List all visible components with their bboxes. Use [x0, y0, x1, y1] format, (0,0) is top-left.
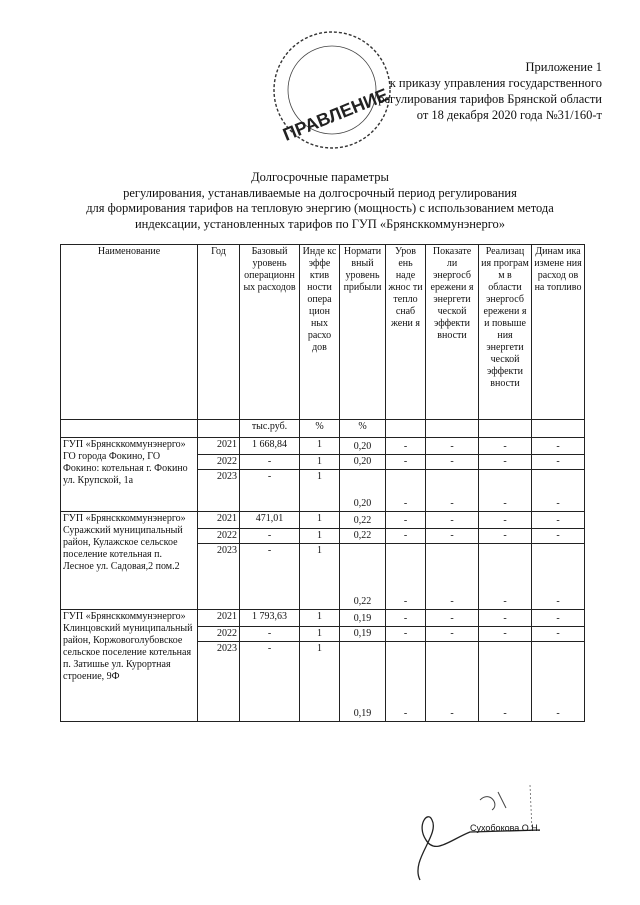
cell-programs: -: [479, 438, 532, 455]
cell-profit: 0,20: [340, 438, 386, 455]
cell-year: 2023: [198, 470, 240, 512]
cell-year: 2023: [198, 642, 240, 722]
cell-base: -: [240, 544, 300, 610]
col-header-reliability: Уров ень наде жнос ти тепло снаб жени я: [386, 245, 426, 420]
col-header-profit: Нормати вный уровень прибыли: [340, 245, 386, 420]
cell-dynamics: -: [532, 544, 585, 610]
org-name: ГУП «Брянсккоммунэнерго» ГО города Фокино, ГО Фокино: котельная г. Фокино ул. Крупской, 1а: [61, 438, 198, 512]
cell-dynamics: -: [532, 529, 585, 544]
seal-text: ПРАВЛЕНИЕ: [280, 84, 391, 145]
appendix-order-line: к приказу управления государственного: [389, 76, 602, 90]
cell-energy: -: [426, 470, 479, 512]
cell-programs: -: [479, 642, 532, 722]
cell-base: -: [240, 529, 300, 544]
col-header-index: Инде кс эффе ктив ности опера цион ных расхо дов: [300, 245, 340, 420]
cell-index: 1: [300, 529, 340, 544]
cell-base: -: [240, 470, 300, 512]
document-title: [0, 170, 640, 232]
cell-base: -: [240, 455, 300, 470]
cell-reliability: -: [386, 642, 426, 722]
cell-profit: 0,20: [340, 455, 386, 470]
cell-year: 2021: [198, 438, 240, 455]
cell-index: 1: [300, 512, 340, 529]
cell-energy: -: [426, 512, 479, 529]
cell-reliability: -: [386, 455, 426, 470]
title-line-2: регулирования, устанавливаемые на долгосрочный период регулирования: [123, 185, 517, 200]
cell-programs: -: [479, 610, 532, 627]
cell-reliability: -: [386, 470, 426, 512]
title-line-3: для формирования тарифов на тепловую энергию (мощность) с использованием метода: [86, 201, 554, 215]
cell-index: 1: [300, 610, 340, 627]
cell-dynamics: -: [532, 512, 585, 529]
org-name: ГУП «Брянсккоммунэнерго» Клинцовский муниципальный район, Коржовоголубовское сельское поселение котельная п. Затишье ул. Курортная строение, 9Ф: [61, 610, 198, 722]
units-row: [61, 420, 585, 438]
cell-base: -: [240, 627, 300, 642]
cell-energy: -: [426, 455, 479, 470]
cell-dynamics: -: [532, 642, 585, 722]
cell-base: -: [240, 642, 300, 722]
cell-programs: -: [479, 544, 532, 610]
cell-index: 1: [300, 470, 340, 512]
unit-index: %: [300, 420, 340, 438]
cell-programs: -: [479, 470, 532, 512]
cell-programs: -: [479, 627, 532, 642]
cell-index: 1: [300, 455, 340, 470]
cell-reliability: -: [386, 610, 426, 627]
appendix-header: [378, 59, 602, 123]
title-line-4: индексации, установленных тарифов по ГУП «Брянсккоммунэнерго»: [134, 216, 506, 231]
cell-index: 1: [300, 627, 340, 642]
header-row: [61, 245, 585, 420]
col-header-dynamics: Динам ика измене ния расход ов на топливо: [532, 245, 585, 420]
cell-base: 471,01: [240, 512, 300, 529]
cell-profit: 0,22: [340, 529, 386, 544]
cell-dynamics: -: [532, 438, 585, 455]
cell-energy: -: [426, 529, 479, 544]
cell-year: 2022: [198, 627, 240, 642]
cell-dynamics: -: [532, 610, 585, 627]
handwritten-signature: [380, 780, 580, 890]
cell-profit: 0,19: [340, 642, 386, 722]
col-header-base: Базовый уровень операционн ых расходов: [240, 245, 300, 420]
cell-index: 1: [300, 438, 340, 455]
cell-energy: -: [426, 544, 479, 610]
unit-profit: %: [340, 420, 386, 438]
cell-year: 2021: [198, 610, 240, 627]
appendix-date: от 18 декабря 2020 года №31/160-т: [416, 108, 602, 122]
appendix-number: Приложение 1: [525, 60, 602, 74]
cell-base: 1 668,84: [240, 438, 300, 455]
cell-programs: -: [479, 455, 532, 470]
cell-index: 1: [300, 544, 340, 610]
col-header-year: Год: [198, 245, 240, 420]
table-row: [61, 512, 585, 529]
cell-year: 2022: [198, 529, 240, 544]
unit-base: тыс.руб.: [240, 420, 300, 438]
cell-energy: -: [426, 642, 479, 722]
cell-dynamics: -: [532, 627, 585, 642]
cell-dynamics: -: [532, 470, 585, 512]
cell-profit: 0,20: [340, 470, 386, 512]
org-name: ГУП «Брянсккоммунэнерго» Суражский муниципальный район, Кулажское сельское поселение котельная п. Лесное ул. Садовая,2 пом.2: [61, 512, 198, 610]
cell-base: 1 793,63: [240, 610, 300, 627]
col-header-energy: Показате ли энергосб ережени я энергети ческой эффекти вности: [426, 245, 479, 420]
cell-reliability: -: [386, 544, 426, 610]
cell-programs: -: [479, 512, 532, 529]
col-header-programs: Реализац ия програм м в области энергосб ережени я и повыше ния энергети ческой эффекти вности: [479, 245, 532, 420]
table-row: [61, 610, 585, 627]
cell-reliability: -: [386, 627, 426, 642]
cell-reliability: -: [386, 512, 426, 529]
title-line-1: Долгосрочные параметры: [251, 170, 389, 184]
cell-year: 2021: [198, 512, 240, 529]
cell-reliability: -: [386, 529, 426, 544]
table-row: [61, 438, 585, 455]
cell-profit: 0,19: [340, 627, 386, 642]
cell-reliability: -: [386, 438, 426, 455]
cell-energy: -: [426, 627, 479, 642]
cell-energy: -: [426, 438, 479, 455]
cell-profit: 0,22: [340, 512, 386, 529]
cell-programs: -: [479, 529, 532, 544]
appendix-authority: регулирования тарифов Брянской области: [378, 92, 602, 106]
col-header-name: Наименование: [61, 245, 198, 420]
parameters-table: [60, 244, 585, 722]
cell-dynamics: -: [532, 455, 585, 470]
cell-profit: 0,22: [340, 544, 386, 610]
cell-energy: -: [426, 610, 479, 627]
cell-year: 2022: [198, 455, 240, 470]
cell-index: 1: [300, 642, 340, 722]
cell-year: 2023: [198, 544, 240, 610]
official-seal: [262, 18, 392, 168]
cell-profit: 0,19: [340, 610, 386, 627]
signatory-name: Сухобокова О.Н.: [470, 823, 541, 833]
